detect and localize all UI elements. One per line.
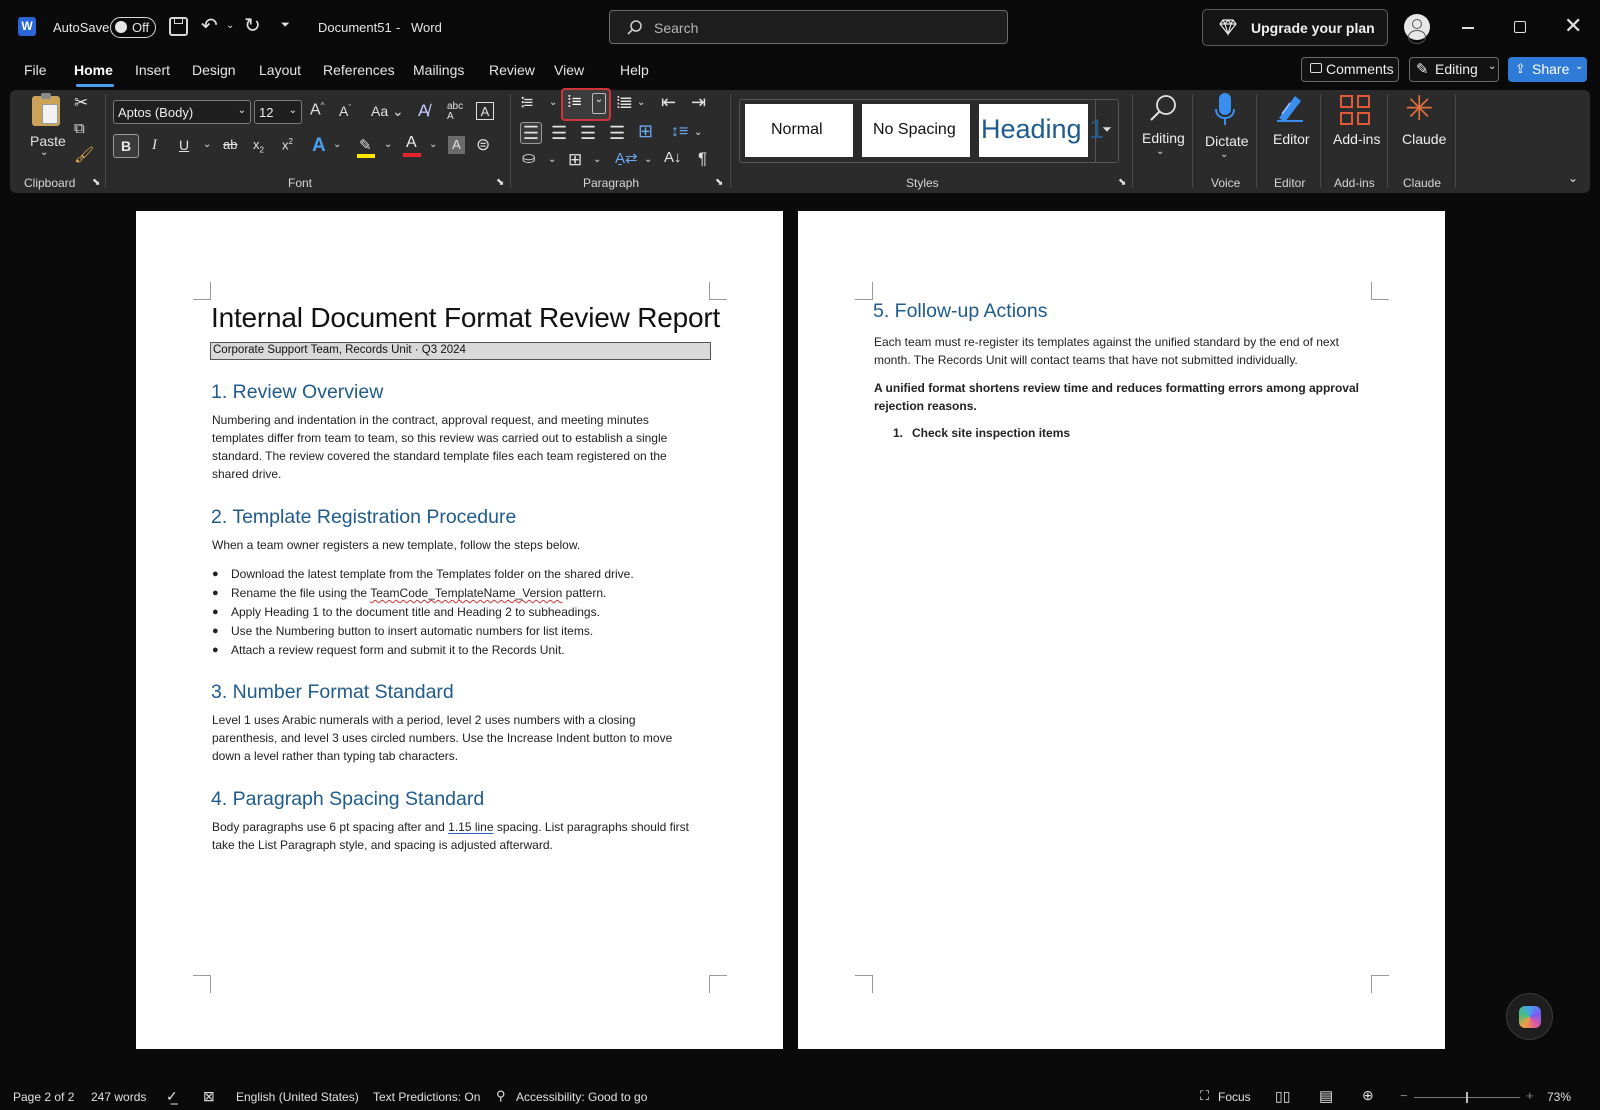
shading-chevron-icon[interactable]: ⌄ — [548, 154, 557, 165]
document-title-text: Internal Document Format Review Report — [211, 302, 721, 333]
word-logo-icon[interactable]: W — [18, 17, 36, 36]
list-item — [212, 641, 565, 659]
phonetic-guide-icon[interactable]: abc A — [447, 101, 464, 122]
avatar-body-icon — [1408, 30, 1426, 44]
paste-chevron-icon: ⌄ — [40, 147, 49, 158]
asian-layout-icon[interactable]: A̱⇄ — [615, 150, 638, 167]
proofing-icon[interactable]: ✓̲ — [166, 1088, 178, 1104]
heading-follow-up-actions: 5. Follow-up Actions — [873, 300, 1048, 322]
tab-insert[interactable]: Insert — [135, 62, 171, 78]
body-text: spacing. List paragraphs should first take the List Paragraph style, and spacing is adjusted afterward. — [212, 820, 689, 852]
crop-mark — [1371, 975, 1389, 993]
search-box[interactable] — [609, 10, 1008, 44]
line-spacing-icon[interactable]: ↕≡ — [671, 123, 689, 140]
font-name-combo[interactable] — [113, 100, 251, 124]
separator — [1387, 94, 1388, 188]
change-case-icon[interactable]: Aa ⌄ — [371, 103, 404, 119]
sort-icon[interactable]: A↓ — [664, 149, 682, 166]
zoom-in-icon[interactable]: + — [1526, 1088, 1534, 1103]
underline-icon[interactable]: U — [179, 137, 190, 153]
upgrade-button[interactable] — [1202, 9, 1388, 46]
bullet-icon: ● — [212, 625, 219, 637]
naming-pattern-text: TeamCode_TemplateName_Version — [370, 586, 563, 600]
bullet-icon: ● — [212, 568, 219, 580]
paragraph-group-label: Paragraph — [583, 176, 640, 190]
editing-mode-label: Editing — [1435, 61, 1478, 77]
paragraph-launcher-icon[interactable]: ⬊ — [715, 177, 724, 188]
editor-label: Editor — [1273, 131, 1310, 147]
toggle-knob-icon — [115, 21, 127, 33]
list-item — [212, 622, 594, 640]
autosave-label: AutoSave — [53, 20, 110, 35]
search-placeholder: Search — [654, 20, 699, 36]
focus-button[interactable]: Focus — [1218, 1090, 1251, 1104]
font-size-combo[interactable] — [254, 100, 302, 124]
language-indicator[interactable]: English (United States) — [236, 1090, 359, 1104]
document-title: Document51 — [318, 20, 392, 35]
multilevel-chevron-icon[interactable]: ⌄ — [637, 97, 646, 108]
search-icon — [626, 19, 643, 36]
increase-indent-icon[interactable]: ⇥ — [691, 92, 707, 112]
crop-mark — [855, 282, 873, 300]
page-indicator[interactable]: Page 2 of 2 — [13, 1090, 75, 1104]
align-left-icon[interactable]: ☰ — [520, 122, 542, 144]
comments-button[interactable] — [1301, 57, 1399, 82]
save-icon[interactable] — [169, 17, 188, 36]
line-spacing-text: 1.15 line — [448, 820, 494, 834]
diamond-icon — [1219, 19, 1237, 35]
share-label: Share — [1532, 61, 1570, 77]
upgrade-label: Upgrade your plan — [1251, 20, 1375, 36]
copilot-icon — [1519, 1006, 1541, 1028]
character-border-icon[interactable]: A — [476, 102, 494, 120]
follow-up-body: Each team must re-register its templates against the unified standard by the end of next month. The Records Unit will contact teams that have not submitted individually. — [874, 335, 1339, 367]
editing-mode-button[interactable] — [1409, 57, 1499, 82]
heading-template-registration: 2. Template Registration Procedure — [211, 506, 517, 528]
styles-more-button[interactable]: ⏷ — [1095, 100, 1118, 162]
microphone-icon — [1213, 92, 1237, 128]
underline-chevron-icon[interactable]: ⌄ — [203, 139, 212, 150]
macro-recording-icon[interactable]: ⊠ — [203, 1088, 215, 1104]
asian-layout-chevron-icon[interactable]: ⌄ — [644, 154, 653, 165]
close-icon[interactable]: ✕ — [1564, 13, 1583, 38]
borders-icon[interactable]: ⊞ — [568, 150, 583, 169]
editor-group-label: Editor — [1274, 176, 1306, 190]
enclose-characters-icon[interactable]: ⊜ — [476, 135, 491, 154]
shrink-font-icon[interactable]: $A^ˇ$ — [339, 103, 352, 119]
claude-label: Claude — [1402, 131, 1447, 147]
cut-icon[interactable]: ✂ — [74, 93, 89, 112]
list-item-text: Download the latest template from the Templates folder on the shared drive. — [231, 567, 634, 581]
align-center-icon[interactable]: ☰ — [551, 123, 568, 143]
maximize-icon[interactable] — [1514, 21, 1526, 33]
follow-up-emphasis: A unified format shortens review time and reduces formatting errors among approval rejection reasons. — [874, 381, 1359, 413]
number-format-body: Level 1 uses Arabic numerals with a period, level 2 uses numbers with a closing parenthesis, and level 3 uses circled numbers. Use the Increase Indent button to move down a level rather than typing tab characters. — [212, 713, 673, 763]
claude-icon: ✳ — [1405, 90, 1434, 128]
template-registration-intro: When a team owner registers a new template, follow the steps below. — [212, 538, 581, 552]
crop-mark — [1371, 282, 1389, 300]
font-size-chevron-icon: ⌄ — [288, 105, 297, 116]
style-heading-1-label: Heading 1 — [981, 114, 1105, 144]
clipboard-group-label: Clipboard — [24, 176, 76, 190]
copy-icon[interactable]: ⧉ — [74, 120, 85, 137]
style-heading-1[interactable] — [979, 104, 1105, 157]
style-normal-label: Normal — [771, 121, 823, 138]
font-size-value: 12 — [259, 105, 274, 120]
focus-icon: ⛶ — [1200, 1088, 1210, 1103]
claude-group-label: Claude — [1403, 176, 1442, 190]
read-mode-icon[interactable]: ▯▯ — [1275, 1088, 1291, 1104]
tab-layout[interactable]: Layout — [259, 62, 302, 78]
align-right-icon[interactable]: ☰ — [580, 123, 597, 143]
separator — [1455, 94, 1456, 188]
autosave-state: Off — [132, 20, 150, 35]
copilot-button[interactable] — [1506, 993, 1553, 1040]
list-number: 1. — [893, 426, 904, 440]
body-text: Body paragraphs use 6 pt spacing after and — [212, 820, 449, 834]
decrease-indent-icon[interactable]: ⇤ — [661, 92, 677, 112]
find-icon — [1148, 93, 1178, 123]
bullet-icon: ● — [212, 644, 219, 656]
font-color-icon[interactable]: A — [403, 134, 421, 158]
highlight-color-icon[interactable]: ✎ — [357, 136, 375, 158]
title-bar — [0, 0, 1600, 54]
bullets-chevron-icon[interactable]: ⌄ — [549, 97, 558, 108]
heading-number-format: 3. Number Format Standard — [211, 681, 454, 703]
distributed-icon[interactable]: ⊞ — [638, 121, 654, 141]
paragraph-spacing-body — [212, 818, 702, 854]
crop-mark — [193, 975, 211, 993]
strikethrough-icon[interactable]: ab — [223, 137, 238, 152]
document-page-2[interactable] — [798, 211, 1445, 1049]
grow-font-icon[interactable]: A^ — [310, 101, 325, 119]
active-tab-indicator — [76, 84, 114, 87]
undo-icon[interactable]: ↶ — [201, 15, 218, 37]
separator — [105, 94, 106, 188]
style-no-spacing[interactable] — [862, 104, 970, 157]
numbered-list-item-text: Check site inspection items — [912, 426, 1071, 440]
ribbon-collapse-icon[interactable]: ⌄ — [1568, 171, 1579, 185]
undo-dropdown-icon[interactable]: ⌄ — [226, 20, 235, 31]
text-predictions[interactable]: Text Predictions: On — [373, 1090, 481, 1104]
title-separator: - — [396, 20, 401, 35]
zoom-level[interactable]: 73% — [1547, 1090, 1572, 1104]
crop-mark — [709, 975, 727, 993]
style-no-spacing-label: No Spacing — [873, 121, 956, 138]
app-name: Word — [411, 20, 442, 35]
tab-view[interactable]: View — [554, 62, 585, 78]
account-avatar[interactable] — [1404, 14, 1430, 40]
subtitle-selected[interactable] — [210, 342, 711, 360]
heading-review-overview: 1. Review Overview — [211, 381, 384, 403]
text-effects-chevron-icon[interactable]: ⌄ — [333, 139, 342, 150]
line-spacing-chevron-icon[interactable]: ⌄ — [694, 127, 703, 138]
print-layout-icon[interactable]: ▤ — [1319, 1088, 1334, 1105]
tab-mailings[interactable]: Mailings — [413, 62, 465, 78]
customize-qat-icon[interactable]: ⏷ — [281, 19, 290, 31]
list-item — [212, 565, 634, 583]
document-page-1[interactable] — [136, 211, 783, 1049]
review-overview-body: Numbering and indentation in the contract, approval request, and meeting minutes templates differ from team to team, so this review was carried out to establish a single standard. The review covered the standard template files each team registered on the shared drive. — [212, 413, 668, 481]
subscript-icon[interactable]: $x_2$ — [253, 137, 264, 155]
status-bar — [0, 1085, 1600, 1110]
clear-formatting-icon[interactable]: A̸ — [418, 101, 430, 120]
separator — [1256, 94, 1257, 188]
shading-icon[interactable]: ⛀ — [522, 150, 536, 167]
addins-group-label: Add-ins — [1334, 176, 1375, 190]
crop-mark — [193, 282, 211, 300]
avatar-head-icon — [1412, 19, 1422, 29]
voice-group-label: Voice — [1211, 176, 1241, 190]
list-item-text: Attach a review request form and submit it to the Records Unit. — [231, 643, 565, 657]
list-item — [212, 584, 607, 602]
editing-label: Editing — [1142, 130, 1185, 146]
bullets-icon[interactable]: ⁝≡ — [520, 93, 532, 112]
paste-label: Paste — [30, 133, 66, 149]
separator — [1320, 94, 1321, 188]
web-layout-icon[interactable]: ⊕ — [1362, 1087, 1374, 1103]
comments-label: Comments — [1326, 61, 1394, 77]
text-effects-icon[interactable]: A — [312, 135, 326, 156]
font-launcher-icon[interactable]: ⬊ — [496, 177, 505, 188]
accessibility-icon: ⚲ — [496, 1088, 506, 1103]
autosave-toggle[interactable] — [110, 17, 156, 38]
zoom-out-icon[interactable]: − — [1400, 1088, 1408, 1103]
addins-grid-icon — [1340, 95, 1371, 126]
list-item-text: Apply Heading 1 to the document title and Heading 2 to subheadings. — [231, 605, 600, 619]
bullet-icon: ● — [212, 587, 219, 599]
dictate-chevron-icon: ⌄ — [1220, 149, 1229, 160]
separator — [510, 94, 511, 188]
font-name-chevron-icon: ⌄ — [237, 105, 246, 116]
subtitle-text: Corporate Support Team, Records Unit · Q3 2024 — [213, 344, 466, 356]
font-group-label: Font — [288, 176, 313, 190]
share-chevron-icon: ⌄ — [1575, 61, 1584, 72]
bold-button[interactable]: B — [113, 134, 139, 158]
character-shading-icon[interactable]: A — [448, 136, 465, 154]
multilevel-list-icon[interactable]: ⁞≣ — [616, 93, 631, 112]
paste-icon — [32, 96, 60, 126]
list-item-text: Rename the file using the — [231, 586, 371, 600]
share-button[interactable] — [1508, 57, 1587, 82]
tab-home[interactable]: Home — [74, 62, 113, 78]
show-formatting-icon[interactable]: ¶ — [698, 149, 708, 168]
styles-group-label: Styles — [906, 176, 939, 190]
word-count[interactable]: 247 words — [91, 1090, 147, 1104]
italic-icon[interactable]: I — [152, 137, 157, 153]
list-item — [212, 603, 600, 621]
clipboard-launcher-icon[interactable]: ⬊ — [92, 177, 101, 188]
justify-icon[interactable]: ☰ — [609, 123, 626, 143]
addins-label: Add-ins — [1333, 131, 1381, 147]
separator — [1192, 94, 1193, 188]
superscript-icon[interactable]: $x^2$ — [282, 137, 293, 153]
list-item-text: pattern. — [562, 586, 607, 600]
share-icon: ⇪ — [1515, 61, 1526, 76]
heading-paragraph-spacing: 4. Paragraph Spacing Standard — [211, 788, 485, 810]
tab-references[interactable]: References — [323, 62, 395, 78]
zoom-slider-thumb[interactable] — [1466, 1092, 1468, 1103]
highlight-chevron-icon[interactable]: ⌄ — [384, 139, 393, 150]
crop-mark — [709, 282, 727, 300]
minimize-icon[interactable] — [1462, 27, 1474, 29]
numbering-icon: ⁞≡ — [567, 92, 582, 111]
separator — [1132, 94, 1133, 188]
numbering-button-highlighted[interactable] — [561, 88, 611, 121]
chevron-down-icon: ⌄ — [1488, 61, 1497, 72]
tab-review[interactable]: Review — [489, 62, 535, 78]
style-normal[interactable] — [745, 104, 853, 157]
borders-chevron-icon[interactable]: ⌄ — [593, 154, 602, 165]
tab-design[interactable]: Design — [192, 62, 236, 78]
font-color-chevron-icon[interactable]: ⌄ — [429, 139, 438, 150]
menu-file[interactable]: File — [24, 62, 47, 78]
list-item-text: Use the Numbering button to insert automatic numbers for list items. — [231, 624, 594, 638]
dictate-label: Dictate — [1205, 133, 1249, 149]
numbered-list-item — [893, 424, 1070, 442]
accessibility-status[interactable]: Accessibility: Good to go — [516, 1090, 648, 1104]
numbering-chevron-box: ⌄ — [592, 93, 606, 114]
crop-mark — [855, 975, 873, 993]
bullet-icon: ● — [212, 606, 219, 618]
pencil-icon: ✎ — [1416, 61, 1429, 78]
separator — [730, 94, 731, 188]
font-name-value: Aptos (Body) — [118, 105, 194, 120]
styles-launcher-icon[interactable]: ⬊ — [1118, 177, 1127, 188]
redo-icon[interactable]: ↻ — [244, 15, 261, 37]
zoom-slider[interactable] — [1414, 1097, 1520, 1098]
editing-chevron-icon: ⌄ — [1156, 146, 1165, 157]
comment-icon — [1310, 63, 1322, 73]
format-painter-icon[interactable]: 🖌 — [74, 147, 95, 164]
tab-help[interactable]: Help — [620, 62, 649, 78]
editor-pen-icon — [1273, 92, 1305, 124]
